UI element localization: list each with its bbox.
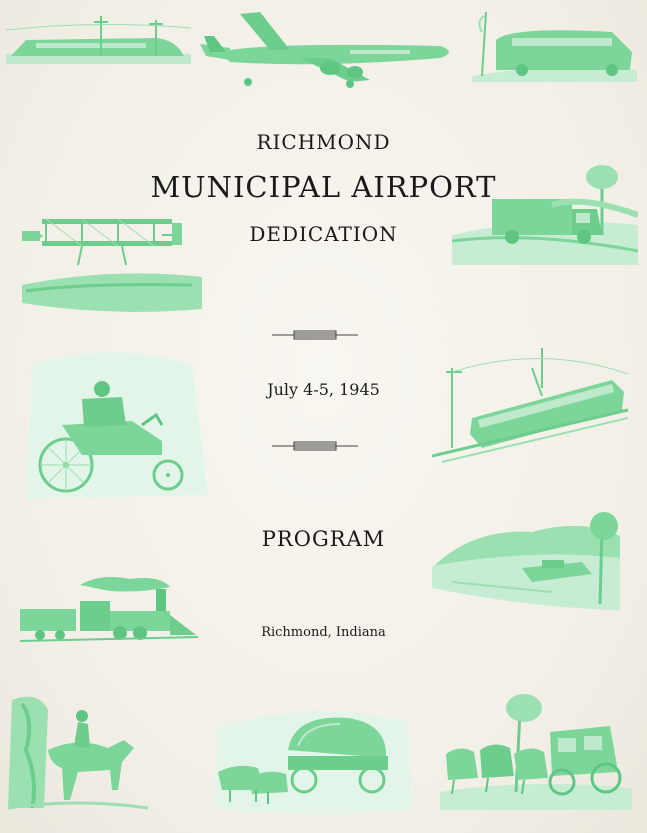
stagecoach-illustration xyxy=(440,682,632,810)
early-automobile-illustration xyxy=(22,345,210,505)
airfield-hangar-illustration xyxy=(432,508,620,610)
title-dedication: DEDICATION xyxy=(249,222,398,246)
divider-ornament-bottom xyxy=(272,437,358,449)
event-date: July 4-5, 1945 xyxy=(267,380,380,399)
horse-rider-illustration xyxy=(8,690,148,812)
title-city: RICHMOND xyxy=(256,130,391,154)
airliner-illustration xyxy=(200,8,458,88)
title-main: MUNICIPAL AIRPORT xyxy=(150,170,497,204)
section-heading: PROGRAM xyxy=(261,527,386,551)
covered-wagon-illustration xyxy=(208,698,418,818)
streamlined-train-illustration xyxy=(6,16,191,70)
divider-ornament-top xyxy=(272,326,358,338)
bus-illustration xyxy=(472,12,637,82)
electric-interurban-car-illustration xyxy=(432,348,628,463)
location-line: Richmond, Indiana xyxy=(261,625,386,640)
